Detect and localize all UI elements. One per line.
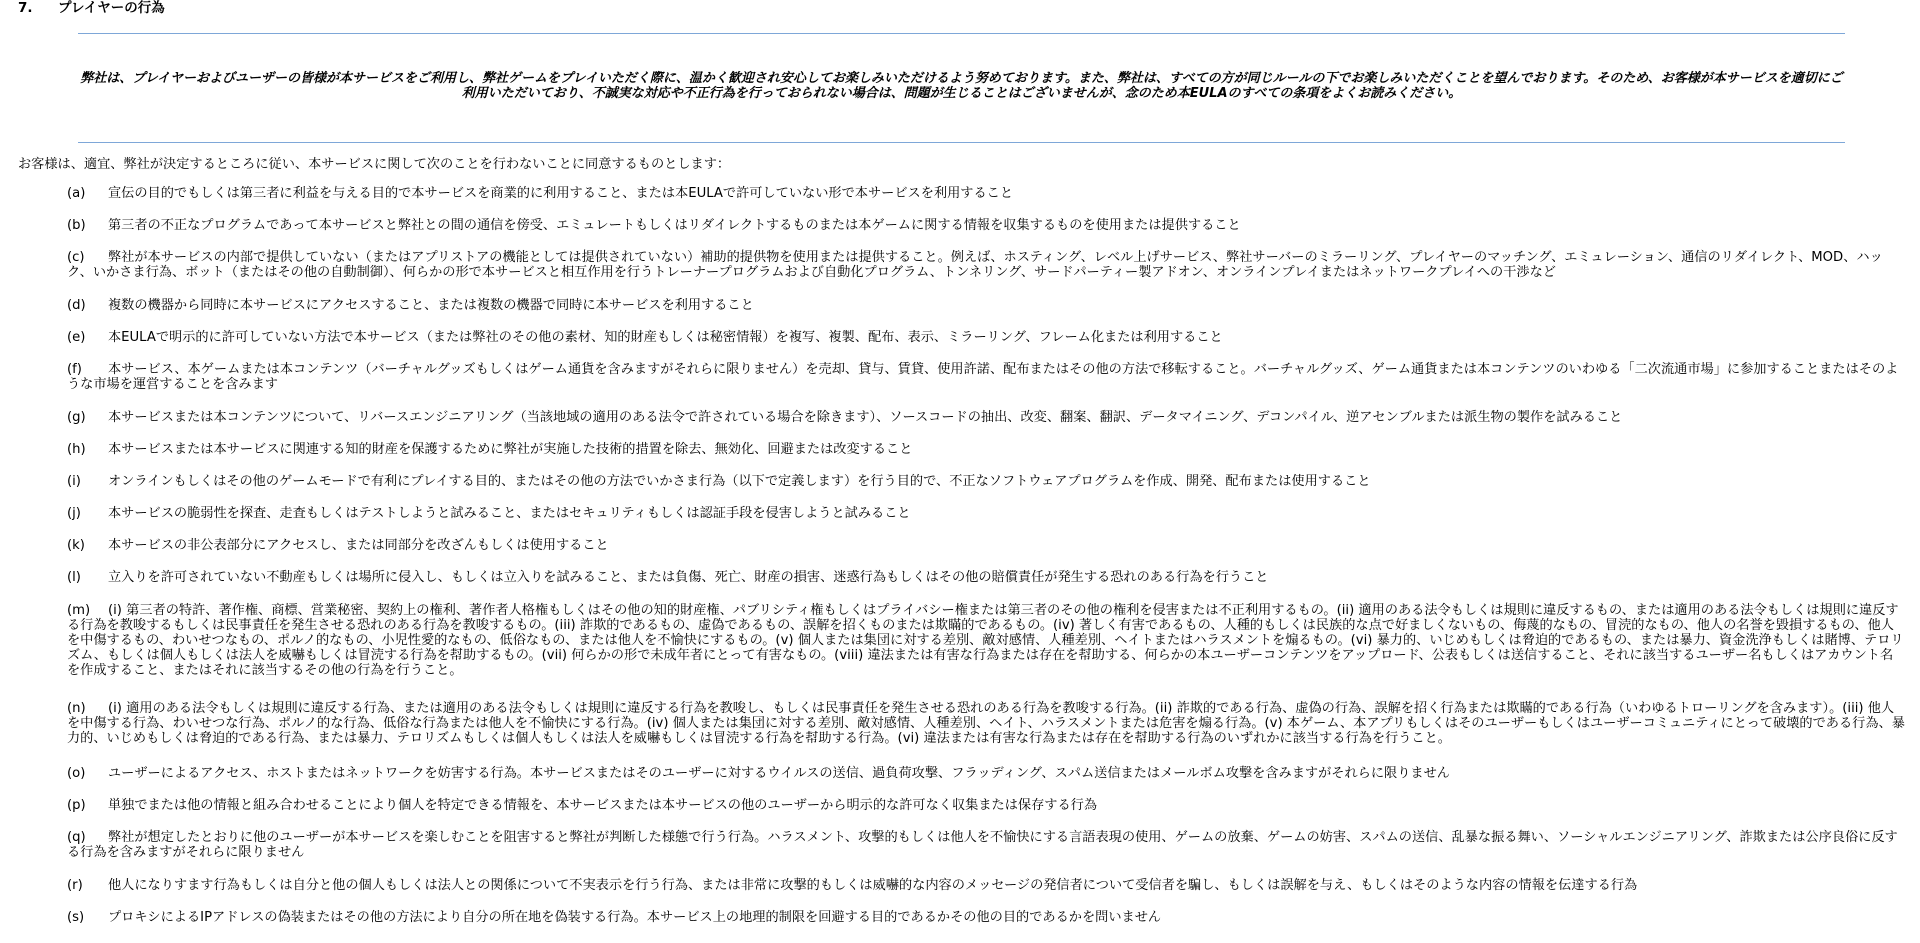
item-label: (h) xyxy=(67,442,86,457)
item-label: (s) xyxy=(67,910,85,925)
prohibited-item xyxy=(67,701,1905,746)
item-label: (j) xyxy=(67,506,81,521)
item-text: オンラインもしくはその他のゲームモードで有利にプレイする目的、またはその他の方法でいかさま行為（以下で定義します）を行う目的で、不正なソフトウェアプログラムを作成、開発、配布または使用すること xyxy=(108,474,1371,489)
item-text: 弊社が想定したとおりに他のユーザーが本サービスを楽しむことを阻害すると弊社が判断した様態で行う行為。ハラスメント、攻撃的もしくは他人を不愉快にする言語表現の使用、ゲームの放棄、ゲームの妨害、スパムの送信、乱暴な振る舞い、ソーシャルエンジニアリング、詐欺または公序良俗に反する行為を含みますがそれらに限りません xyxy=(67,830,1898,860)
item-label: (g) xyxy=(67,410,86,425)
item-text: 本サービスまたは本コンテンツについて、リバースエンジニアリング（当該地域の適用のある法令で許されている場合を除きます）、ソースコードの抽出、改変、翻案、翻訳、データマイニング、デコンパイル、逆アセンブルまたは派生物の製作を試みること xyxy=(108,410,1623,425)
section-number: 7. xyxy=(18,0,33,16)
item-label: (q) xyxy=(67,830,86,845)
item-text: 本サービスの脆弱性を探査、走査もしくはテストしようと試みること、またはセキュリティもしくは認証手段を侵害しようと試みること xyxy=(108,506,911,521)
item-label: (o) xyxy=(67,766,86,781)
prohibited-item xyxy=(67,878,1905,893)
item-label: (c) xyxy=(67,250,85,265)
divider-bottom xyxy=(78,142,1845,143)
item-text: プロキシによるIPアドレスの偽装またはその他の方法により自分の所在地を偽装する行為。本サービス上の地理的制限を回避する目的であるかその他の目的であるかを問いません xyxy=(108,910,1162,925)
prohibited-item xyxy=(67,474,1905,489)
item-label: (n) xyxy=(67,701,86,716)
item-text: 本サービス、本ゲームまたは本コンテンツ（バーチャルグッズもしくはゲーム通貨を含みますがそれらに限りません）を売却、貸与、賃貸、使用許諾、配布またはその他の方法で移転すること。バーチャルグッズ、ゲーム通貨または本コンテンツのいわゆる「二次流通市場」に参加することまたはそのような市場を運営することを含みます xyxy=(67,362,1899,392)
prohibited-item xyxy=(67,570,1905,585)
item-text: 単独でまたは他の情報と組み合わせることにより個人を特定できる情報を、本サービスまたは本サービスの他のユーザーから明示的な許可なく収集または保存する行為 xyxy=(108,798,1098,813)
item-label: (e) xyxy=(67,330,86,345)
item-label: (l) xyxy=(67,570,81,585)
prohibited-item xyxy=(67,250,1905,280)
prohibited-item xyxy=(67,330,1905,345)
section-title: プレイヤーの行為 xyxy=(58,0,165,16)
prohibited-item xyxy=(67,538,1905,553)
prohibited-item xyxy=(67,442,1905,457)
prohibited-item xyxy=(67,766,1905,781)
prohibited-item xyxy=(67,362,1905,392)
prohibited-item xyxy=(67,298,1905,313)
item-text: 本EULAで明示的に許可していない方法で本サービス（または弊社のその他の素材、知的財産もしくは秘密情報）を複写、複製、配布、表示、ミラーリング、フレーム化または利用すること xyxy=(108,330,1223,345)
divider-top xyxy=(78,33,1845,34)
section-heading xyxy=(18,1,165,16)
item-text: 宣伝の目的でもしくは第三者に利益を与える目的で本サービスを商業的に利用すること、または本EULAで許可していない形で本サービスを利用すること xyxy=(108,186,1014,201)
prohibited-item xyxy=(67,603,1905,678)
prohibited-item xyxy=(67,186,1905,201)
item-text: 本サービスまたは本サービスに関連する知的財産を保護するために弊社が実施した技術的措置を除去、無効化、回避または改変すること xyxy=(108,442,913,457)
item-label: (k) xyxy=(67,538,85,553)
item-text: (i) 第三者の特許、著作権、商標、営業秘密、契約上の権利、著作者人格権もしくはその他の知的財産権、パブリシティ権もしくはプライバシー権または第三者のその他の権利を侵害または不正利用するもの。(ii) 適用のある法令もしくは規則に違反するもの、または適用のある法令もしくは規則に違反する行為を教唆するもしくは民事責任を発生させる恐れのある行為を教唆するもの。(iii) 詐欺的であるもの、虚偽であるもの、誤解を招くものまたは欺瞞的であるもの。(iv) 著しく有害であるもの、人種的もしくは民族的な点で好ましくないもの、侮蔑的なもの、冒涜的なもの、他人の名誉を毀損するもの、他人を中傷するもの、わいせつなもの、ポルノ的なもの、小児性愛的なもの、低俗なもの、または他人を不愉快にするもの。(v) 個人または集団に対する差別、敵対感情、人種差別、ヘイトまたはハラスメントを煽るもの。(vi) 暴力的、いじめもしくは脅迫的であるもの、または暴力、資金洗浄もしくは賭博、テロリズム、もしくは個人もしくは法人を威嚇もしくは冒涜する行為を幇助するもの。(vii) 何らかの形で未成年者にとって有害なもの。(viii) 違法または有害な行為または存在を幇助する、何らかの本ユーザーコンテンツをアップロード、公表もしくは送信すること、それに該当するユーザー名もしくはアカウント名を作成すること、またはそれに該当するその他の行為を行うこと。 xyxy=(67,603,1904,678)
item-label: (m) xyxy=(67,603,91,618)
prohibited-item xyxy=(67,910,1905,925)
item-label: (b) xyxy=(67,218,86,233)
prohibited-item xyxy=(67,830,1905,860)
item-label: (d) xyxy=(67,298,86,313)
prohibited-item xyxy=(67,798,1905,813)
item-text: ユーザーによるアクセス、ホストまたはネットワークを妨害する行為。本サービスまたはそのユーザーに対するウイルスの送信、過負荷攻撃、フラッディング、スパム送信またはメールボム攻撃を含みますがそれらに限りません xyxy=(108,766,1450,781)
item-label: (p) xyxy=(67,798,86,813)
item-label: (f) xyxy=(67,362,82,377)
item-label: (i) xyxy=(67,474,81,489)
item-text: 弊社が本サービスの内部で提供していない（またはアプリストアの機能としては提供されていない）補助的提供物を使用または提供すること。例えば、ホスティング、レベル上げサービス、弊社サーバーのミラーリング、プレイヤーのマッチング、エミュレーション、通信のリダイレクト、MOD、ハック、いかさま行為、ボット（またはその他の自動制御）、何らかの形で本サービスと相互作用を行うトレーナープログラムおよび自動化プログラム、トンネリング、サードパーティー製アドオン、オンラインプレイまたはネットワークプレイへの干渉など xyxy=(67,250,1883,280)
intro-notice: 弊社は、プレイヤーおよびユーザーの皆様が本サービスをご利用し、弊社ゲームをプレイいただく際に、温かく歓迎され安心してお楽しみいただけるよう努めております。また、弊社は、すべての方が同じルールの下でお楽しみいただくことを望んでおります。そのため、お客様が本サービスを適切にご利用いただいており、不誠実な対応や不正行為を行っておられない場合は、問題が生じることはございませんが、念のため本EULAのすべての条項をよくお読みください。 xyxy=(80,71,1843,101)
item-label: (r) xyxy=(67,878,83,893)
prohibited-item xyxy=(67,506,1905,521)
item-text: (i) 適用のある法令もしくは規則に違反する行為、または適用のある法令もしくは規則に違反する行為を教唆し、もしくは民事責任を発生させる恐れのある行為を教唆する行為。(ii) 詐欺的である行為、虚偽の行為、誤解を招く行為または欺瞞的である行為（いわゆるトローリングを含みます）。(iii) 他人を中傷する行為、わいせつな行為、ポルノ的な行為、低俗な行為または他人を不愉快にする行為。(iv) 個人または集団に対する差別、敵対感情、人種差別、ヘイト、ハラスメントまたは危害を煽る行為。(v) 本ゲーム、本アプリもしくはそのユーザーもしくはユーザーコミュニティにとって破壊的である行為、暴力的、いじめもしくは脅迫的である行為、または暴力、テロリズムもしくは個人もしくは法人を威嚇もしくは冒涜する行為を幇助する行為。(vi) 違法または有害な行為または存在を幇助する行為のいずれかに該当する行為を行うこと。 xyxy=(67,701,1905,746)
item-text: 立入りを許可されていない不動産もしくは場所に侵入し、もしくは立入りを試みること、または負傷、死亡、財産の損害、迷惑行為もしくはその他の賠償責任が発生する恐れのある行為を行うこと xyxy=(108,570,1269,585)
prohibited-item xyxy=(67,410,1905,425)
item-text: 複数の機器から同時に本サービスにアクセスすること、または複数の機器で同時に本サービスを利用すること xyxy=(108,298,754,313)
item-text: 他人になりすます行為もしくは自分と他の個人もしくは法人との関係について不実表示を行う行為、または非常に攻撃的もしくは威嚇的な内容のメッセージの発信者について受信者を騙し、もしくは誤解を与え、もしくはそのような内容の情報を伝達する行為 xyxy=(108,878,1638,893)
prohibited-item xyxy=(67,218,1905,233)
item-label: (a) xyxy=(67,186,86,201)
item-text: 本サービスの非公表部分にアクセスし、または同部分を改ざんもしくは使用すること xyxy=(108,538,609,553)
agreement-lead-text: お客様は、適宜、弊社が決定するところに従い、本サービスに関して次のことを行わないことに同意するものとします： xyxy=(18,157,731,172)
item-text: 第三者の不正なプログラムであって本サービスと弊社との間の通信を傍受、エミュレートもしくはリダイレクトするものまたは本ゲームに関する情報を収集するものを使用または提供すること xyxy=(108,218,1241,233)
